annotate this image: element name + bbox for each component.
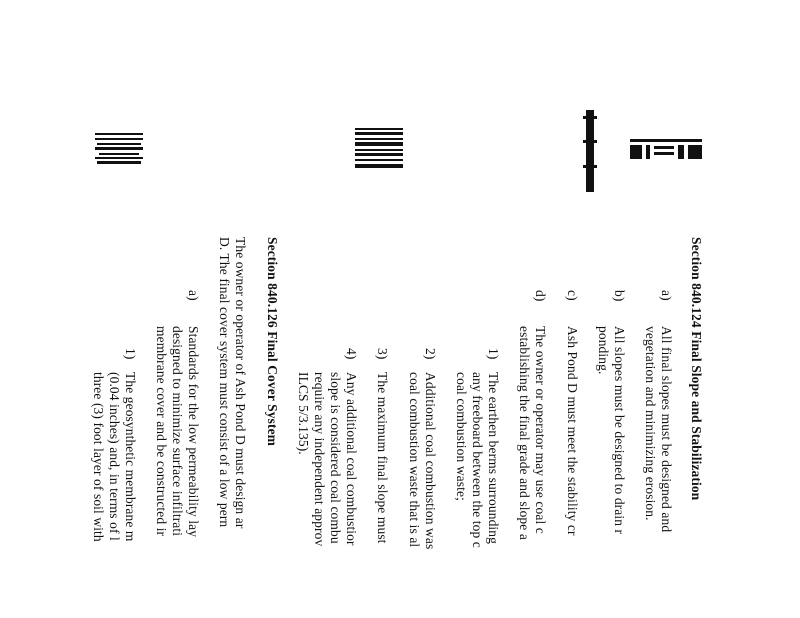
section-126-heading: Section 840.126 Final Cover System (265, 237, 280, 447)
item-d3-label: 3) (375, 348, 390, 360)
item-126a-line-3: membrane cover and be constructed ir (154, 326, 169, 537)
item-d4-line-3: require any independent approv (312, 372, 327, 547)
item-d1-line-2: any freeboard between the top c (470, 372, 485, 548)
item-126a1-line-1: The geosynthetic membrane m (123, 372, 138, 542)
item-a-line-1: All final slopes must be designed and (659, 326, 674, 533)
item-d4-label: 4) (344, 348, 359, 360)
section-124-heading: Section 840.124 Final Slope and Stabilization (689, 237, 704, 501)
item-d-line-2: establishing the final grade and slope a (517, 326, 532, 540)
item-d2-line-1: Additional coal combustion was (423, 372, 438, 550)
item-d4-line-2: slope is considered coal combu (328, 372, 343, 544)
item-c-label: c) (565, 290, 580, 301)
item-d3-line-1: The maximum final slope must (375, 372, 390, 544)
item-126a-line-2: designed to minimize surface infiltrati (170, 326, 185, 537)
item-d-label: d) (533, 290, 548, 302)
item-126a1-label: 1) (123, 348, 138, 360)
item-d4-line-4: ILCS 5/3.135). (296, 372, 311, 455)
item-126a1-line-3: three (3) foot layer of soil with (91, 372, 106, 542)
item-d2-line-2: coal combustion waste that is al (407, 372, 422, 548)
stamp-mark (583, 110, 597, 192)
item-126a-line-1: Standards for the low permeability lay (186, 326, 201, 538)
item-c-line-1: Ash Pond D must meet the stability cr (565, 326, 580, 536)
item-126a1-line-2: (0.04 inches) and, in terms of l (107, 372, 122, 541)
item-a-label: a) (659, 290, 674, 301)
barcode-top (630, 137, 702, 161)
item-b-label: b) (612, 290, 627, 302)
item-b-line-1: All slopes must be designed to drain r (612, 326, 627, 535)
barcode-bottom (95, 133, 143, 165)
section-126-intro-line-1: The owner or operator of Ash Pond D must design ar (233, 237, 248, 529)
item-d1-line-1: The earthen berms surrounding (486, 372, 501, 544)
item-d1-label: 1) (486, 348, 501, 360)
section-126-intro-line-2: D. The final cover system must consist of a low pern (217, 237, 232, 528)
item-a-line-2: vegetation and minimizing erosion. (643, 326, 658, 521)
item-126a-label: a) (186, 290, 201, 301)
item-b-line-2: ponding. (596, 326, 611, 375)
item-d1-line-3: coal combustion waste; (454, 372, 469, 501)
item-d-line-1: The owner or operator may use coal c (533, 326, 548, 534)
item-d2-label: 2) (423, 348, 438, 360)
item-d4-line-1: Any additional coal combustior (344, 372, 359, 546)
barcode-middle (355, 128, 403, 170)
